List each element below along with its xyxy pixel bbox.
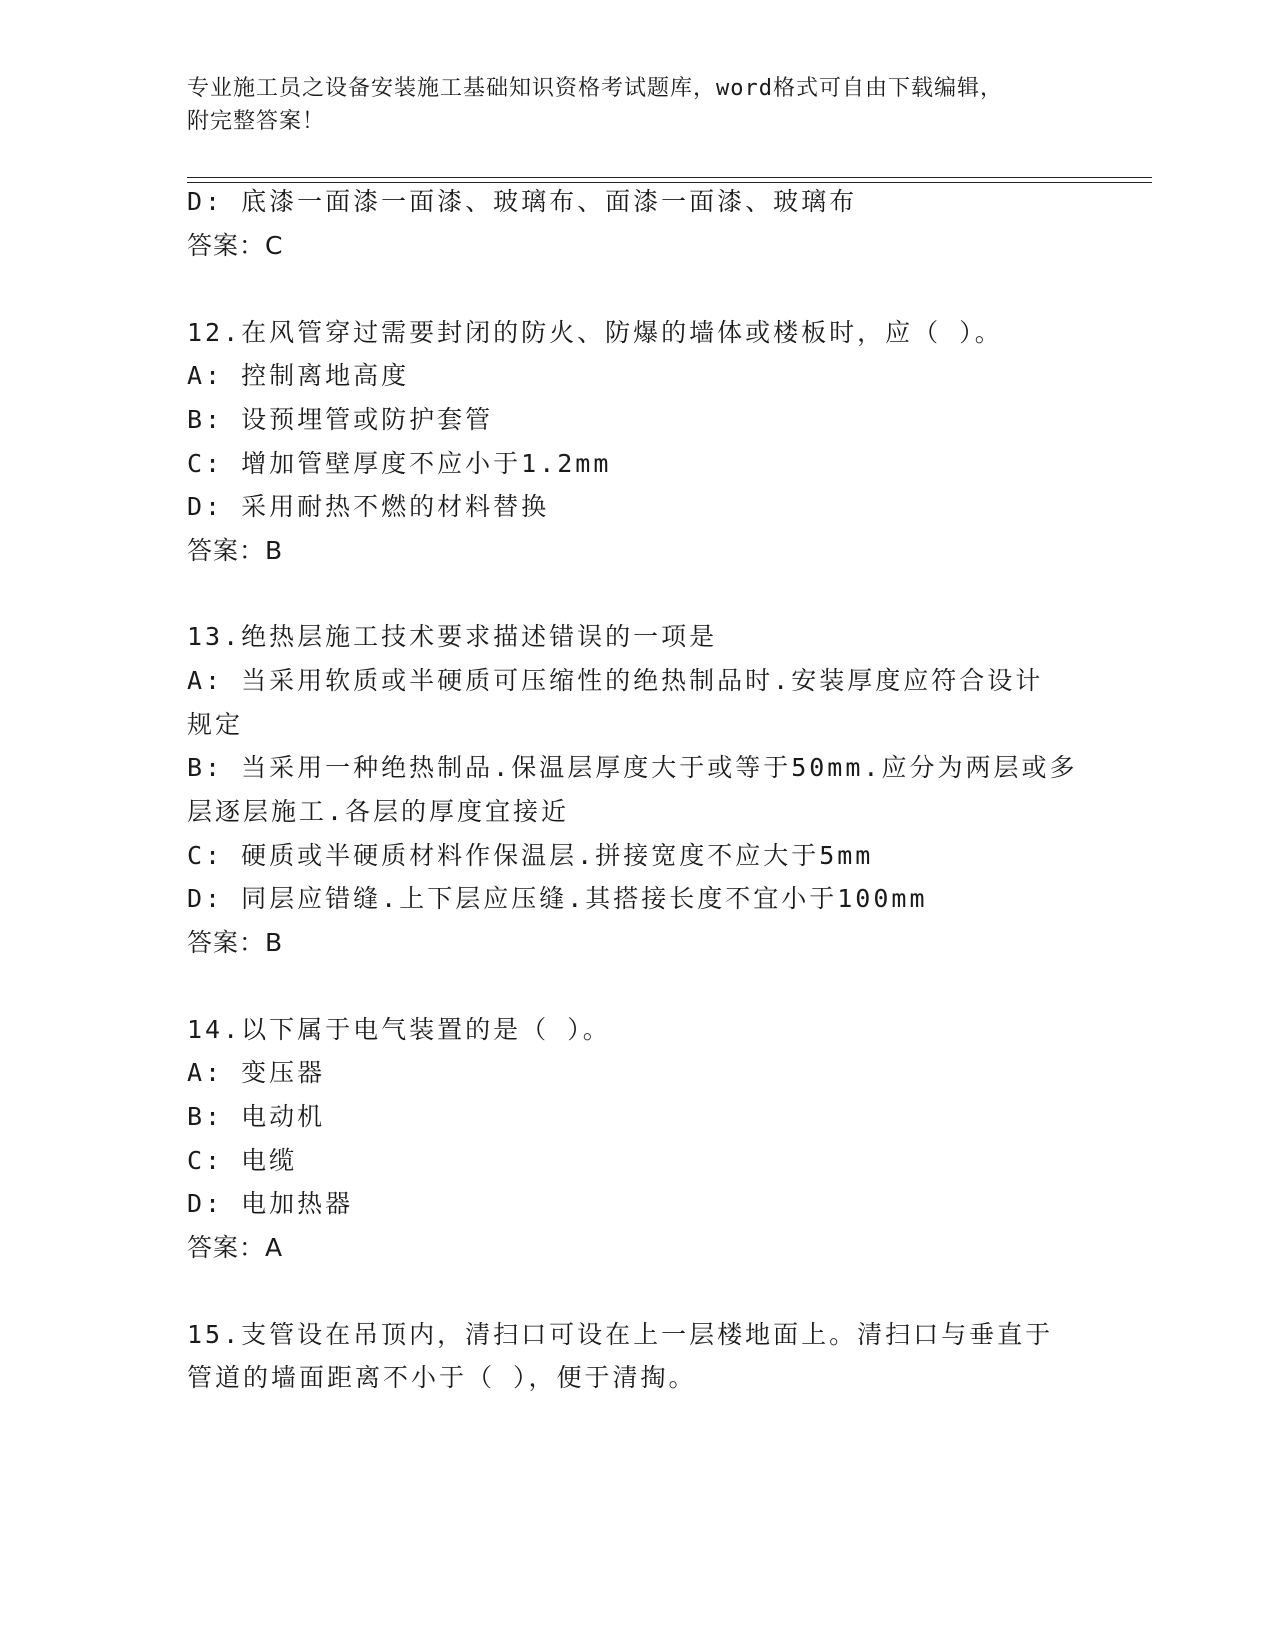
q13-option-a-line2: 规定: [187, 710, 244, 739]
q14-answer: 答案：A: [187, 1233, 284, 1262]
q13-option-a-line1: A: 当采用软质或半硬质可压缩性的绝热制品时.安装厚度应符合设计: [187, 666, 1044, 695]
q14-stem: 14.以下属于电气装置的是（ ）。: [187, 1015, 611, 1044]
q13-answer: 答案：B: [187, 928, 284, 957]
q14-option-c: C: 电缆: [187, 1146, 298, 1175]
q12-answer: 答案：B: [187, 536, 284, 565]
q12-option-c: C: 增加管壁厚度不应小于1.2mm: [187, 449, 612, 478]
q15-stem-line2: 管道的墙面距离不小于（ ），便于清掏。: [187, 1363, 697, 1392]
header-line-2: 附完整答案！: [187, 109, 326, 134]
q13-stem: 13.绝热层施工技术要求描述错误的一项是: [187, 622, 718, 651]
q13-option-c: C: 硬质或半硬质材料作保温层.拼接宽度不应大于5mm: [187, 841, 874, 870]
prev-answer: 答案：C: [187, 231, 284, 260]
q13-option-b-line2: 层逐层施工.各层的厚度宜接近: [187, 797, 570, 826]
document-page: [187, 0, 1152, 1650]
document-header: [187, 72, 1087, 138]
q12-option-a: A: 控制离地高度: [187, 361, 410, 390]
q13-option-d: D: 同层应错缝.上下层应压缝.其搭接长度不宜小于100mm: [187, 884, 928, 913]
q14-option-d: D: 电加热器: [187, 1189, 354, 1218]
q13-option-b-line1: B: 当采用一种绝热制品.保温层厚度大于或等于50mm.应分为两层或多: [187, 753, 1078, 782]
prev-option-d: D: 底漆一面漆一面漆、玻璃布、面漆一面漆、玻璃布: [187, 187, 858, 216]
q12-stem: 12.在风管穿过需要封闭的防火、防爆的墙体或楼板时，应（ ）。: [187, 318, 1003, 347]
header-divider: [187, 177, 1152, 183]
q14-option-b: B: 电动机: [187, 1102, 326, 1131]
q15-stem-line1: 15.支管设在吊顶内，清扫口可设在上一层楼地面上。清扫口与垂直于: [187, 1320, 1054, 1349]
q14-option-a: A: 变压器: [187, 1058, 326, 1087]
q12-option-b: B: 设预埋管或防护套管: [187, 405, 494, 434]
q12-option-d: D: 采用耐热不燃的材料替换: [187, 492, 550, 521]
header-line-1: 专业施工员之设备安装施工基础知识资格考试题库，word格式可自由下载编辑，: [187, 76, 1003, 101]
